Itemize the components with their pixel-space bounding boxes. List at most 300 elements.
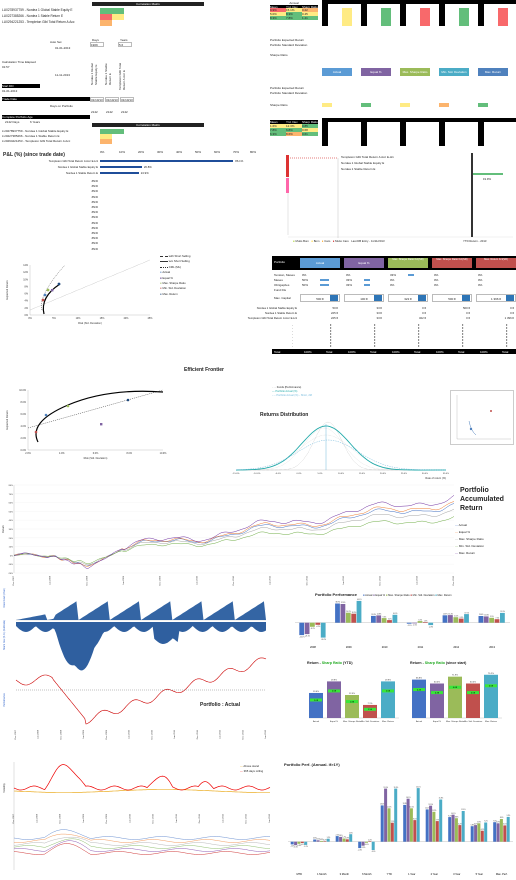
pl-empty-label: #N/D: [91, 210, 98, 215]
alloc-pct: 33%: [390, 273, 397, 277]
end-date: 11-11-2013: [55, 73, 70, 77]
calc-time-label: Calculation Time Elapsed: [2, 60, 36, 64]
pl-empty-label: #N/D: [91, 241, 98, 246]
alloc-euro: €: [506, 345, 508, 348]
x-tick: Dec 2009: [159, 576, 162, 586]
bar: [503, 825, 506, 841]
legend: Max. Return: [458, 551, 476, 555]
bar-value: 12.5%: [386, 807, 392, 809]
cell: 6.3%: [270, 132, 286, 136]
bar-value: 9.4%: [382, 617, 387, 619]
bar: [495, 619, 500, 623]
hdr-minstd: Max. Sharpe Ratio Fct(SR): [432, 258, 472, 268]
alloc-euro: €: [330, 339, 332, 342]
alloc-euro: €: [374, 330, 376, 333]
annual-table-1: [270, 1, 318, 20]
bar-value: 5.8%: [470, 825, 475, 827]
x-tick: Jun 2011: [174, 730, 177, 739]
bar-value: 75.2%: [487, 672, 495, 675]
cell: 0.68: [302, 128, 318, 132]
x-tick: Dec 2012: [242, 730, 245, 740]
tick: 10%: [119, 150, 126, 154]
x-tick: Dec 2010: [151, 730, 154, 740]
bar: [477, 823, 480, 841]
bar-value: -4.2%: [316, 626, 321, 628]
bar-value: 20.1%: [416, 787, 421, 789]
mini-scatter-chart: [451, 391, 515, 446]
frontier-chart: [0, 250, 270, 380]
side: Meses: [274, 278, 283, 282]
bar: [388, 808, 391, 841]
annual-table-2: [270, 120, 318, 136]
bar: [391, 823, 394, 842]
legend: with Short Selling: [168, 254, 191, 258]
sharpe-point: [67, 405, 70, 408]
frontier-title: Efficient Frontier: [184, 367, 225, 373]
alloc-pct: 0%: [302, 273, 307, 277]
bar-value: 8.8%: [454, 817, 459, 819]
pl-right: [283, 153, 516, 248]
legend-item: Nordea 1 Stable Return E: [341, 167, 376, 171]
y-tick: 4%: [24, 299, 28, 303]
bar: [443, 615, 448, 622]
vertical-label-3: Templeton Glbl Total Return A Acc E: [118, 62, 126, 90]
tick: 40%: [176, 150, 183, 154]
series-line-actual: [14, 504, 454, 567]
tab-equal[interactable]: Equal %: [361, 68, 391, 76]
bar: [412, 623, 417, 624]
fund-name: LU0278937759 - Nordea 1 Global Stable Equity E: [2, 129, 69, 133]
x-tick: Dec 2011: [199, 814, 202, 824]
x-tick: Jun 2013: [265, 730, 267, 740]
bar: [428, 623, 433, 625]
alloc-capital[interactable]: 500 €: [300, 294, 340, 302]
sharpe-value: 0.58: [470, 692, 476, 695]
cell: 15.1%: [286, 8, 302, 12]
side: Fund Dis: [274, 288, 287, 292]
x-tick: Dec 2010: [152, 814, 155, 824]
category-label: Actual: [312, 721, 320, 723]
alloc-euro: €: [506, 339, 508, 342]
bar-value: 19.9%: [384, 679, 392, 682]
x-tick: Jun 2009: [123, 576, 125, 586]
bar: [448, 615, 453, 623]
group-label: 6 Month: [362, 873, 372, 876]
legend: Equal %: [375, 594, 386, 597]
bar: [410, 808, 413, 841]
trade-date-1[interactable]: 31/10/13: [91, 98, 103, 102]
x-tick: Jun 2008: [49, 576, 52, 586]
funds-curve: [236, 435, 446, 470]
bar-value: 60.0%: [433, 681, 441, 684]
sharpe-ytd-chart: [303, 660, 403, 735]
alloc-fund-name: Templeton Glbl Total Return A Acc E-H1: [247, 316, 297, 320]
bar: [315, 623, 320, 625]
pl-bar-value: 86.1%: [235, 159, 244, 163]
pl-empty-label: #N/D: [91, 194, 98, 199]
alloc-pct: 0%: [478, 278, 483, 282]
bar-value: -23.1%: [304, 636, 310, 638]
age-days: 2142 Days: [5, 120, 20, 124]
frontier2-chart: [0, 380, 230, 472]
pl-right-chart: [283, 153, 516, 248]
alloc-empty: -: [292, 345, 293, 348]
side: Obrigações: [274, 283, 290, 287]
bar-value: 9.9%: [490, 617, 494, 619]
alloc-fund-value: 500 €: [463, 306, 470, 310]
side-label: Stand Dev (S.D.) (RollRatio): [3, 619, 6, 651]
bar-value: 7.1%: [367, 702, 373, 705]
cell: 0.85: [302, 124, 318, 128]
bar: [484, 823, 487, 842]
x-tick: Dec 2007: [15, 730, 17, 740]
equal-point: [100, 423, 102, 425]
legend: CML (ML): [168, 264, 182, 269]
y-tick: 10.0%: [19, 389, 26, 392]
bar-value: -4.8%: [428, 627, 434, 629]
category-label: Equal %: [432, 721, 442, 723]
alloc-euro: €: [418, 339, 420, 342]
tab-sharpe[interactable]: Max. Sharpe Ratio: [400, 68, 430, 76]
legend: Min. Std. Deviation: [412, 594, 435, 597]
start-dd-label: Start DD: [2, 84, 40, 88]
alloc-euro: €: [418, 345, 420, 348]
group-label: YTD: [386, 873, 392, 876]
age-label: Complete Portfolio Age: [2, 115, 90, 119]
tick: 60%: [214, 150, 221, 154]
pl-empty-label: #N/D: [91, 215, 98, 220]
minstd-point: [42, 299, 45, 302]
start-days-label: Days: [92, 38, 99, 42]
bar: [297, 842, 300, 844]
alloc-euro: €: [374, 342, 376, 345]
x-tick: -10.0%: [253, 473, 261, 475]
x-tick: Dec 2009: [105, 730, 108, 740]
bar: [381, 805, 384, 841]
category-label: Max. Sharpe Ratio: [445, 721, 465, 723]
pl-empty-label: #N/D: [91, 184, 98, 189]
bar-value: 19.9%: [500, 612, 505, 614]
trade-date-2[interactable]: 31/10/13: [106, 98, 118, 102]
bar-value: 1.3%: [423, 621, 428, 623]
alloc-fund-value: 322 €: [419, 316, 426, 320]
actual-short-curve: [236, 440, 446, 470]
cell: 12.3%: [286, 124, 302, 128]
bar-value: -2.1%: [407, 625, 412, 627]
alloc-pct: 50%: [302, 283, 309, 287]
sharpe-label-2: Sharpe Ratio: [270, 103, 288, 107]
bar-value: -3.1%: [371, 852, 376, 854]
accum-chart: [0, 478, 516, 590]
bar: [357, 601, 362, 623]
sharpe-value: 0.68: [452, 687, 458, 690]
annual-stats-top: [270, 0, 516, 150]
sharpe-label: Sharpe Ratio: [270, 53, 288, 57]
bar-value: -0.8%: [297, 846, 302, 847]
bar-value: -0.5%: [300, 845, 305, 847]
alloc-capital[interactable]: 1 396 €: [476, 294, 516, 302]
bar-value: 14.9%: [443, 614, 448, 616]
strategy-tabs: [270, 68, 516, 77]
bar: [432, 812, 435, 842]
bar: [493, 822, 496, 842]
bar-value: 60.0%: [469, 681, 477, 684]
stddev-label: Portfolio Standard Deviation: [270, 43, 308, 47]
sharpe-since-chart: [406, 660, 516, 735]
bar-value: 44.1%: [357, 600, 362, 602]
days-val-3: 2142: [121, 110, 128, 114]
bar-value: 19.9%: [330, 679, 338, 682]
tab-maxret[interactable]: Max. Return: [478, 68, 508, 76]
cell: 9.9%: [270, 8, 286, 12]
fund-name: LU0294221253 - Templeton Glbl Total Return A Acc: [2, 20, 75, 24]
ytd-value: 19.9%: [483, 177, 491, 181]
alloc-fund-value: 0 €: [466, 311, 470, 315]
alloc-fund-value: 0 €: [510, 311, 514, 315]
bottom-legend: ● Muito Bom ● Bom ● Caro ● Muito Caro Last DB Entry - 11/11/2013: [293, 239, 385, 243]
total-value: 100%: [348, 349, 356, 354]
legend: Max. Return: [162, 291, 178, 296]
alloc-pct-bar: [408, 274, 414, 277]
allocation-table: [247, 256, 516, 356]
capital-bar: [374, 295, 382, 301]
cell: 1.6%: [270, 124, 286, 128]
x-tick: Jun 2012: [219, 730, 222, 740]
bar: [349, 834, 352, 842]
col-sharp: Sharp Ratio: [302, 4, 318, 9]
alloc-pct: 33%: [346, 283, 353, 287]
pl-bar: [100, 172, 139, 174]
start-years-label: Years: [120, 38, 128, 42]
alloc-euro: €: [506, 342, 508, 345]
capital-bar: [462, 295, 470, 301]
cell: 7.8%: [270, 128, 286, 132]
x-tick: Dec 2007: [13, 814, 15, 824]
mini-scatter: [450, 390, 514, 445]
pl-empty-label: #N/D: [91, 225, 98, 230]
bar: [376, 615, 381, 622]
bar-value: -0.4%: [364, 844, 369, 846]
col-dev: Yrd. Dev: [286, 120, 298, 124]
start-dd-value: 01-01-2013: [2, 89, 18, 93]
alloc-euro: €: [462, 333, 464, 336]
tab-actual[interactable]: Actual: [322, 68, 352, 76]
alloc-euro: €: [418, 342, 420, 345]
pl-bar-label: Templeton Glbl Total Return A Acc E-H1: [48, 159, 98, 163]
bar: [418, 621, 423, 623]
actual-curve: [236, 426, 446, 470]
pl-empty-label: #N/D: [91, 220, 98, 225]
x-tick: Dec 2012: [245, 814, 248, 824]
alloc-capitals: [300, 294, 516, 304]
alloc-capital[interactable]: 100 €: [344, 294, 384, 302]
accum-section: [0, 478, 516, 590]
y-axis-label: Return: [2, 525, 5, 533]
capital-label: Max. Capital: [274, 296, 291, 300]
tab-minstd[interactable]: Min. Std. Deviation: [439, 68, 469, 76]
alloc-pct: 0%: [434, 283, 439, 287]
x-tick: Jun 2008: [37, 730, 40, 740]
alloc-euro: €: [374, 333, 376, 336]
bar-value: 2.8%: [349, 833, 353, 835]
capital-bar: [330, 295, 338, 301]
alloc-fund-value: 0 €: [510, 306, 514, 310]
category-label: Actual: [415, 721, 423, 723]
total-value: 100%: [436, 349, 444, 354]
sharpe-point: [47, 289, 50, 292]
x-tick: Dec 2008: [59, 814, 62, 824]
rolling-line: [14, 765, 270, 790]
bar-value: 6.2%: [473, 824, 478, 826]
bar-value: 9.3%: [506, 816, 511, 818]
tick: 20%: [138, 150, 145, 154]
bar-value: 7.3%: [493, 821, 497, 823]
bar-value: 3.2%: [418, 620, 423, 622]
alloc-pcts: [300, 272, 516, 294]
cell: 6.8%: [286, 128, 302, 132]
drawdown-lower-area: [16, 622, 266, 671]
y-tick: 0%: [24, 314, 28, 317]
expected-return-label-2: Portfolio Expected Return: [270, 86, 305, 90]
frontier-legend: with Short Selling w/o Short Selling CML (ML) ● Actual ■ Equal % ● Max. Sharpe Ratio ● Min. Std. Deviation ● Max. Return: [160, 254, 191, 296]
x-tick: Jun 2011: [175, 814, 178, 823]
bar-value: 10.1%: [450, 813, 456, 815]
legend: Max. Return: [437, 594, 452, 597]
title: (YTD): [341, 661, 353, 665]
col-mean: Mean: [270, 120, 278, 124]
bar-value: -30.2%: [320, 639, 327, 641]
ytd-bar: [473, 173, 503, 175]
x-tick: 15%: [99, 317, 105, 320]
sharpe-value: 1.50: [367, 709, 373, 712]
perf-title: Portfolio Performance: [315, 592, 358, 597]
x-tick: 5%: [52, 317, 56, 320]
bar-value: 0.9%: [345, 838, 350, 840]
annual-title: Annual: [289, 1, 299, 5]
y-tick: -10%: [7, 564, 13, 567]
y-tick: 8%: [24, 285, 28, 289]
x-tick: 6.0%: [92, 452, 99, 455]
pl-bar-label: Nordea 1 Stable Return E: [65, 171, 98, 175]
hdr-maxret: Max. Return Fct(SR): [476, 258, 516, 268]
pl-empty-label: #N/D: [91, 179, 98, 183]
y-tick: 10%: [23, 278, 28, 282]
bar-value: 12.8%: [484, 615, 489, 617]
pl-bar-value: 24.9%: [140, 171, 149, 175]
alloc-capital[interactable]: 500 €: [432, 294, 472, 302]
group-label: 2011: [417, 646, 424, 649]
accum-legend: — Actual — Equal % — Max. Sharpe Ratio — Min. Std. Deviation — Max. Return: [455, 523, 485, 555]
bar-value: 0.5%: [316, 839, 321, 841]
bar: [439, 800, 442, 842]
alloc-empty: -: [292, 336, 293, 339]
bar-value: 9.2%: [448, 816, 452, 818]
alloc-total: [272, 349, 516, 354]
alloc-euro: €: [462, 345, 464, 348]
alloc-fund-value: 0 €: [422, 311, 426, 315]
total-value: 100%: [480, 349, 488, 354]
title: Sharp Ratio: [424, 661, 445, 665]
bar: [335, 604, 340, 623]
x-tick: 5.0%: [317, 473, 323, 475]
alloc-empty: -: [292, 333, 293, 336]
legend: Equal %: [162, 275, 173, 280]
bar-value: 2.1%: [335, 835, 340, 837]
bar: [304, 842, 307, 845]
bar-value: -8.2%: [310, 628, 315, 630]
bar-value: 13.5%: [428, 804, 434, 806]
bar: [365, 842, 368, 843]
fund-name: LU0227385266 - Nordea 1 Stable Return E: [2, 134, 60, 138]
x-tick: 25%: [147, 317, 153, 320]
cell: 8.6%: [286, 132, 302, 136]
equal-point: [51, 289, 53, 291]
bar-value: 71.9%: [451, 674, 459, 677]
bar: [393, 615, 398, 623]
calc-time-value: 01:57: [2, 65, 10, 69]
start-days[interactable]: 1909: [90, 42, 104, 47]
bar-value: 1.2%: [342, 837, 346, 839]
bar-value: 12.5%: [409, 807, 414, 809]
alloc-euro: €: [462, 336, 464, 339]
sharpe-value: 2.58: [331, 690, 337, 693]
days-label: Days on Portfolio: [50, 104, 73, 108]
group-label: 5 Year: [475, 873, 483, 876]
y-tick: 10%: [8, 546, 13, 549]
total-label: Total: [370, 349, 377, 354]
group-label: 1 Year: [408, 873, 416, 876]
alloc-capital[interactable]: 322 €: [388, 294, 428, 302]
col-sharp: Sharp Ratio: [302, 120, 318, 124]
bar: [458, 825, 461, 842]
trade-date-label: Trade Date: [2, 97, 90, 101]
hdr-actual: Actual: [300, 258, 340, 268]
legend: Caro: [324, 239, 331, 243]
trade-date-3[interactable]: 31/10/13: [121, 98, 133, 102]
start-years[interactable]: 5.6: [118, 42, 132, 47]
bar-value: -25.1%: [299, 637, 305, 639]
fund-name: LU0294221253 - Templeton Glbl Total Return A Acc: [2, 139, 71, 143]
x-tick: Dec 2011: [196, 730, 199, 740]
drawdown-upper-area: [16, 601, 266, 620]
strategy-columns: [322, 0, 516, 30]
bar: [412, 677, 426, 718]
alloc-euro: €: [330, 327, 332, 330]
perf-legend: ■ Actual ■ Equal % ■ Max. Sharpe Ratio ■ Min. Std. Deviation ■ Max. Return: [363, 594, 452, 597]
legend: Portfolio Actual (%): [275, 390, 298, 393]
bar-value: 6.9%: [477, 822, 481, 824]
x-axis-label: Risk (Std. Deviation): [83, 457, 108, 460]
y-tick: 0.0%: [20, 449, 26, 452]
bar-value: 16.1%: [392, 613, 398, 615]
y-tick: 30%: [8, 529, 13, 531]
fund-list-2: [2, 129, 90, 144]
bar: [489, 618, 494, 623]
alloc-pct: 0%: [478, 283, 483, 287]
group-label: 1 Month: [317, 873, 327, 876]
series-line-max-return: [14, 495, 454, 568]
perf-section: [275, 590, 516, 652]
pl-chart: [10, 159, 260, 249]
legend-item: Nordea 1 Global Stable Equity E: [341, 161, 385, 165]
side-labels: [274, 273, 295, 293]
title: Sharp Ratio: [321, 661, 342, 665]
legend: Funds (Performance): [276, 386, 302, 389]
cml-line: [30, 260, 150, 310]
x-tick: Dec 2008: [60, 730, 63, 740]
y-tick: 6%: [24, 292, 28, 296]
bar: [309, 690, 323, 718]
